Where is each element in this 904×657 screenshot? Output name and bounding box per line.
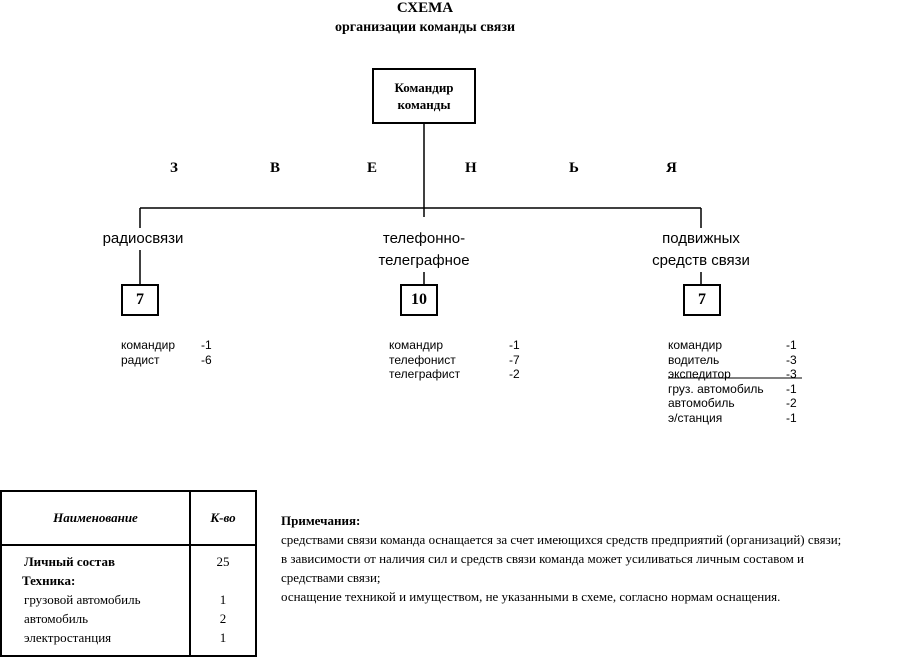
list-item xyxy=(668,338,808,353)
list-item xyxy=(668,396,808,411)
zvenya-letter: Е xyxy=(367,160,378,176)
names-cell xyxy=(1,545,190,656)
item-value: -2 xyxy=(786,396,797,410)
equipment-label: Техника: xyxy=(22,573,76,588)
item-value: -1 xyxy=(786,381,797,396)
item-name: радист xyxy=(121,352,160,367)
item-name: экспедитор xyxy=(668,367,731,381)
staff-list-mobile xyxy=(668,338,808,425)
branch-label-line: телеграфное xyxy=(378,252,470,269)
diagram-subtitle: организации команды связи xyxy=(334,20,516,35)
count-box-telephone: 10 xyxy=(400,284,438,316)
count-box-mobile: 7 xyxy=(683,284,721,316)
branch-label-line: телефонно- xyxy=(382,230,466,247)
item-name: автомобиль xyxy=(668,396,735,410)
diagram-title: СХЕМА xyxy=(396,0,454,16)
commander-label-line1: Командир xyxy=(394,80,454,95)
header-name: Наименование xyxy=(1,491,190,545)
item-name: телефонист xyxy=(389,352,456,367)
item-value: -3 xyxy=(786,352,797,367)
list-item xyxy=(668,353,808,368)
item-name: водитель xyxy=(668,352,720,367)
item-name: командир xyxy=(668,338,722,352)
table-header-row xyxy=(1,491,256,545)
equipment-item-name: автомобиль xyxy=(24,611,89,626)
count-box-radio: 7 xyxy=(121,284,159,316)
item-name: э/станция xyxy=(668,410,723,425)
list-item xyxy=(389,338,539,353)
staff-list-telephone xyxy=(389,338,539,382)
list-item xyxy=(389,367,539,382)
item-name: командир xyxy=(389,338,443,352)
list-item xyxy=(668,367,808,382)
commander-box xyxy=(372,68,476,124)
notes-block xyxy=(281,511,901,606)
personnel-label: Личный состав xyxy=(24,554,115,569)
equipment-item-qty: 1 xyxy=(219,592,227,607)
branch-label-mobile xyxy=(636,228,766,272)
item-value: -1 xyxy=(786,338,797,352)
item-value: -3 xyxy=(786,367,797,381)
note-line: средствами связи; xyxy=(281,570,381,585)
list-item xyxy=(668,411,808,426)
item-value: -1 xyxy=(201,338,212,352)
item-value: -1 xyxy=(509,338,520,352)
personnel-qty: 25 xyxy=(216,554,230,569)
zvenya-letter: Ь xyxy=(569,160,579,176)
branch-label-radio: радиосвязи xyxy=(88,228,198,250)
equipment-item-name: электростанция xyxy=(24,630,112,645)
zvenya-letter: В xyxy=(270,160,281,176)
zvenya-letter: З xyxy=(170,160,178,176)
equipment-item-name: грузовой автомобиль xyxy=(24,592,141,607)
item-value: -1 xyxy=(786,410,797,425)
notes-heading: Примечания: xyxy=(281,513,361,528)
note-line: в зависимости от наличия сил и средств связи команда может усиливаться личным составом и xyxy=(281,551,805,566)
note-line: средствами связи команда оснащается за счет имеющихся средств предприятий (организаций) связи; xyxy=(281,532,842,547)
qty-cell xyxy=(190,545,256,656)
branch-label-telephone xyxy=(364,228,484,272)
staff-list-radio xyxy=(121,338,231,367)
equipment-item-qty: 2 xyxy=(219,611,227,626)
item-value: -7 xyxy=(509,352,520,367)
list-item xyxy=(668,382,808,397)
equipment-item-qty: 1 xyxy=(219,630,227,645)
item-name: груз. автомобиль xyxy=(668,381,764,396)
branch-label-line: средств связи xyxy=(652,252,750,269)
item-name: командир xyxy=(121,338,175,352)
zvenya-letter: Я xyxy=(666,160,677,176)
branch-label-line: подвижных xyxy=(662,230,740,247)
item-name: телеграфист xyxy=(389,367,461,381)
table-row xyxy=(1,545,256,656)
summary-table xyxy=(0,490,257,657)
spacer xyxy=(191,571,255,590)
item-value: -6 xyxy=(201,352,212,367)
header-qty: К-во xyxy=(190,491,256,545)
list-item xyxy=(121,353,231,368)
list-item xyxy=(389,353,539,368)
note-line: оснащение техникой и имуществом, не указанными в схеме, согласно нормам оснащения. xyxy=(281,589,781,604)
item-value: -2 xyxy=(509,367,520,381)
zvenya-letter: Н xyxy=(465,160,477,176)
list-item xyxy=(121,338,231,353)
commander-label-line2: команды xyxy=(397,97,451,112)
